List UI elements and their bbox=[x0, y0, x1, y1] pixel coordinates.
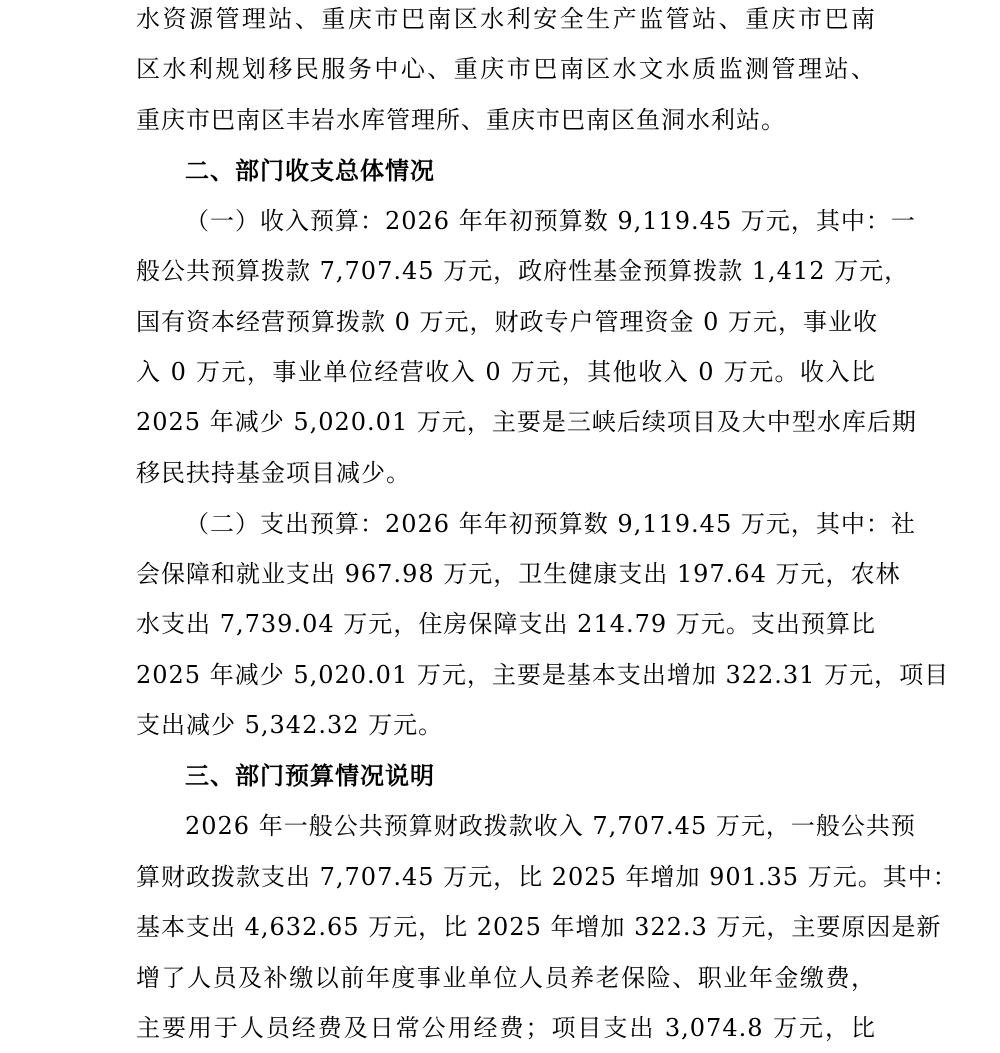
text-line: 2025 年减少 5,020.01 万元，主要是三峡后续项目及大中型水库后期 bbox=[136, 408, 917, 436]
text-line: 区水利规划移民服务中心、重庆市巴南区水文水质监测管理站、 bbox=[136, 55, 876, 83]
text-line: 主要用于人员经费及日常公用经费；项目支出 3,074.8 万元，比 bbox=[136, 1014, 876, 1042]
text-line: 基本支出 4,632.65 万元，比 2025 年增加 322.3 万元，主要原因是新 bbox=[136, 913, 942, 941]
section-heading: 三、部门预算情况说明 bbox=[185, 761, 435, 790]
text-line: 重庆市巴南区丰岩水库管理所、重庆市巴南区鱼洞水利站。 bbox=[136, 106, 786, 134]
text-line: 水支出 7,739.04 万元，住房保障支出 214.79 万元。支出预算比 bbox=[136, 610, 876, 638]
text-line: 支出减少 5,342.32 万元。 bbox=[136, 711, 444, 739]
text-line: 移民扶持基金项目减少。 bbox=[136, 459, 411, 487]
text-line: 入 0 万元，事业单位经营收入 0 万元，其他收入 0 万元。收入比 bbox=[136, 358, 876, 386]
text-line: 算财政拨款支出 7,707.45 万元，比 2025 年增加 901.35 万元。其中： bbox=[136, 863, 958, 891]
text-line: 2025 年减少 5,020.01 万元，主要是基本支出增加 322.31 万元，项目 bbox=[136, 661, 950, 689]
text-line: （二）支出预算：2026 年年初预算数 9,119.45 万元，其中：社 bbox=[185, 510, 916, 538]
text-line: 般公共预算拨款 7,707.45 万元，政府性基金预算拨款 1,412 万元， bbox=[136, 257, 910, 285]
text-line: 增了人员及补缴以前年度事业单位人员养老保险、职业年金缴费， bbox=[136, 964, 876, 992]
text-line: （一）收入预算：2026 年年初预算数 9,119.45 万元，其中：一 bbox=[185, 207, 916, 235]
text-line: 会保障和就业支出 967.98 万元，卫生健康支出 197.64 万元，农林 bbox=[136, 560, 901, 588]
text-line: 2026 年一般公共预算财政拨款收入 7,707.45 万元，一般公共预 bbox=[185, 812, 916, 840]
text-line: 国有资本经营预算拨款 0 万元，财政专户管理资金 0 万元，事业收 bbox=[136, 308, 879, 336]
section-heading: 二、部门收支总体情况 bbox=[185, 156, 435, 185]
text-line: 水资源管理站、重庆市巴南区水利安全生产监管站、重庆市巴南 bbox=[136, 5, 876, 33]
